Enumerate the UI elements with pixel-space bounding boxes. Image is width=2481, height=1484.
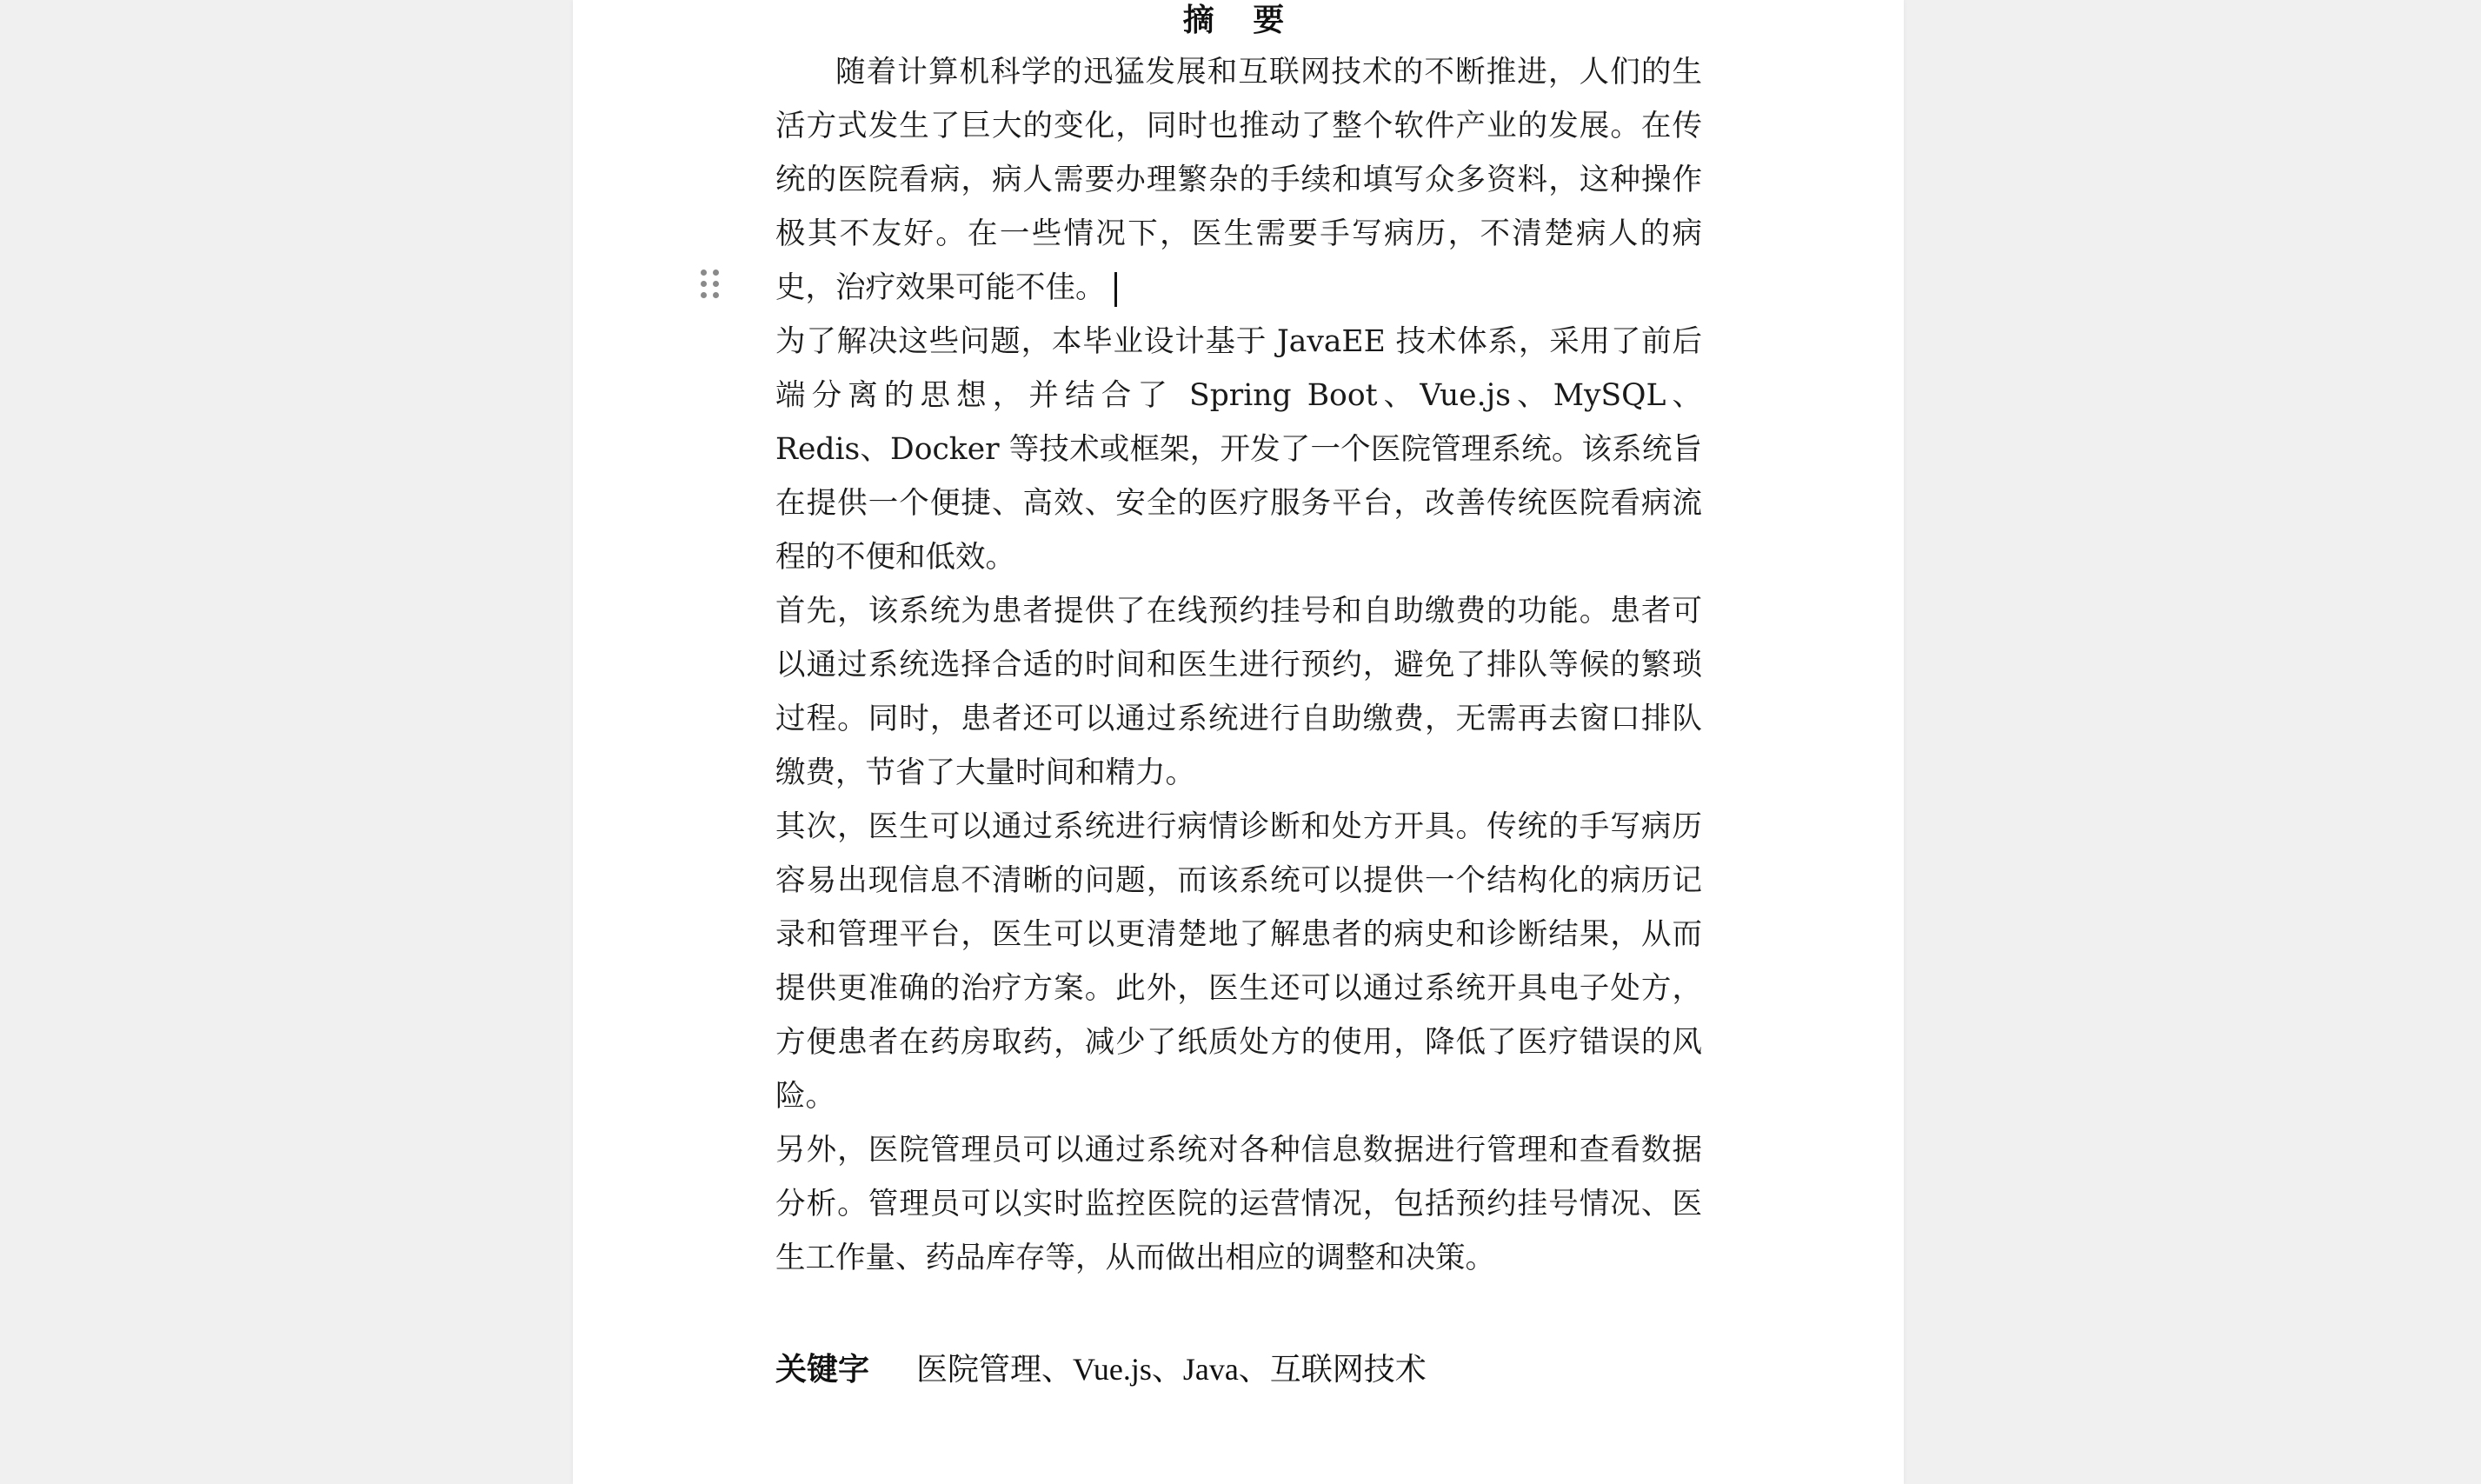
paragraph-1[interactable]	[775, 45, 1702, 315]
paragraph-1-text: 随着计算机科学的迅猛发展和互联网技术的不断推进，人们的生活方式发生了巨大的变化，同时也推动了整个软件产业的发展。在传统的医院看病，病人需要办理繁杂的手续和填写众多资料，这种操作极其不友好。在一些情况下，医生需要手写病历，不清楚病人的病史，治疗效果可能不佳。	[775, 55, 1702, 305]
paragraph-3[interactable]: 首先，该系统为患者提供了在线预约挂号和自助缴费的功能。患者可以通过系统选择合适的时间和医生进行预约，避免了排队等候的繁琐过程。同时，患者还可以通过系统进行自助缴费，无需再去窗口排队缴费，节省了大量时间和精力。	[775, 594, 1702, 790]
keywords-label: 关键字	[775, 1352, 870, 1387]
abstract-title: 摘 要	[1182, 2, 1299, 38]
drag-handle-icon[interactable]	[701, 270, 725, 301]
abstract-body[interactable]	[775, 45, 1702, 1285]
paragraph-5[interactable]: 另外，医院管理员可以通过系统对各种信息数据进行管理和查看数据分析。管理员可以实时监控医院的运营情况，包括预约挂号情况、医生工作量、药品库存等，从而做出相应的调整和决策。	[775, 1133, 1702, 1275]
keywords-value: 医院管理、Vue.js、Java、互联网技术	[916, 1352, 1427, 1387]
keywords-line[interactable]	[775, 1342, 1427, 1396]
paragraph-2[interactable]: 为了解决这些问题，本毕业设计基于 JavaEE 技术体系，采用了前后端分离的思想，并结合了 Spring Boot、Vue.js、MySQL、Redis、Docker 等技术或框架，开发了一个医院管理系统。该系统旨在提供一个便捷、高效、安全的医疗服务平台，改善传统医院看病流程的不便和低效。	[775, 324, 1702, 575]
text-cursor	[1114, 272, 1117, 307]
paragraph-4[interactable]: 其次，医生可以通过系统进行病情诊断和处方开具。传统的手写病历容易出现信息不清晰的问题，而该系统可以提供一个结构化的病历记录和管理平台，医生可以更清楚地了解患者的病史和诊断结果，从而提供更准确的治疗方案。此外，医生还可以通过系统开具电子处方，方便患者在药房取药，减少了纸质处方的使用，降低了医疗错误的风险。	[775, 809, 1702, 1114]
